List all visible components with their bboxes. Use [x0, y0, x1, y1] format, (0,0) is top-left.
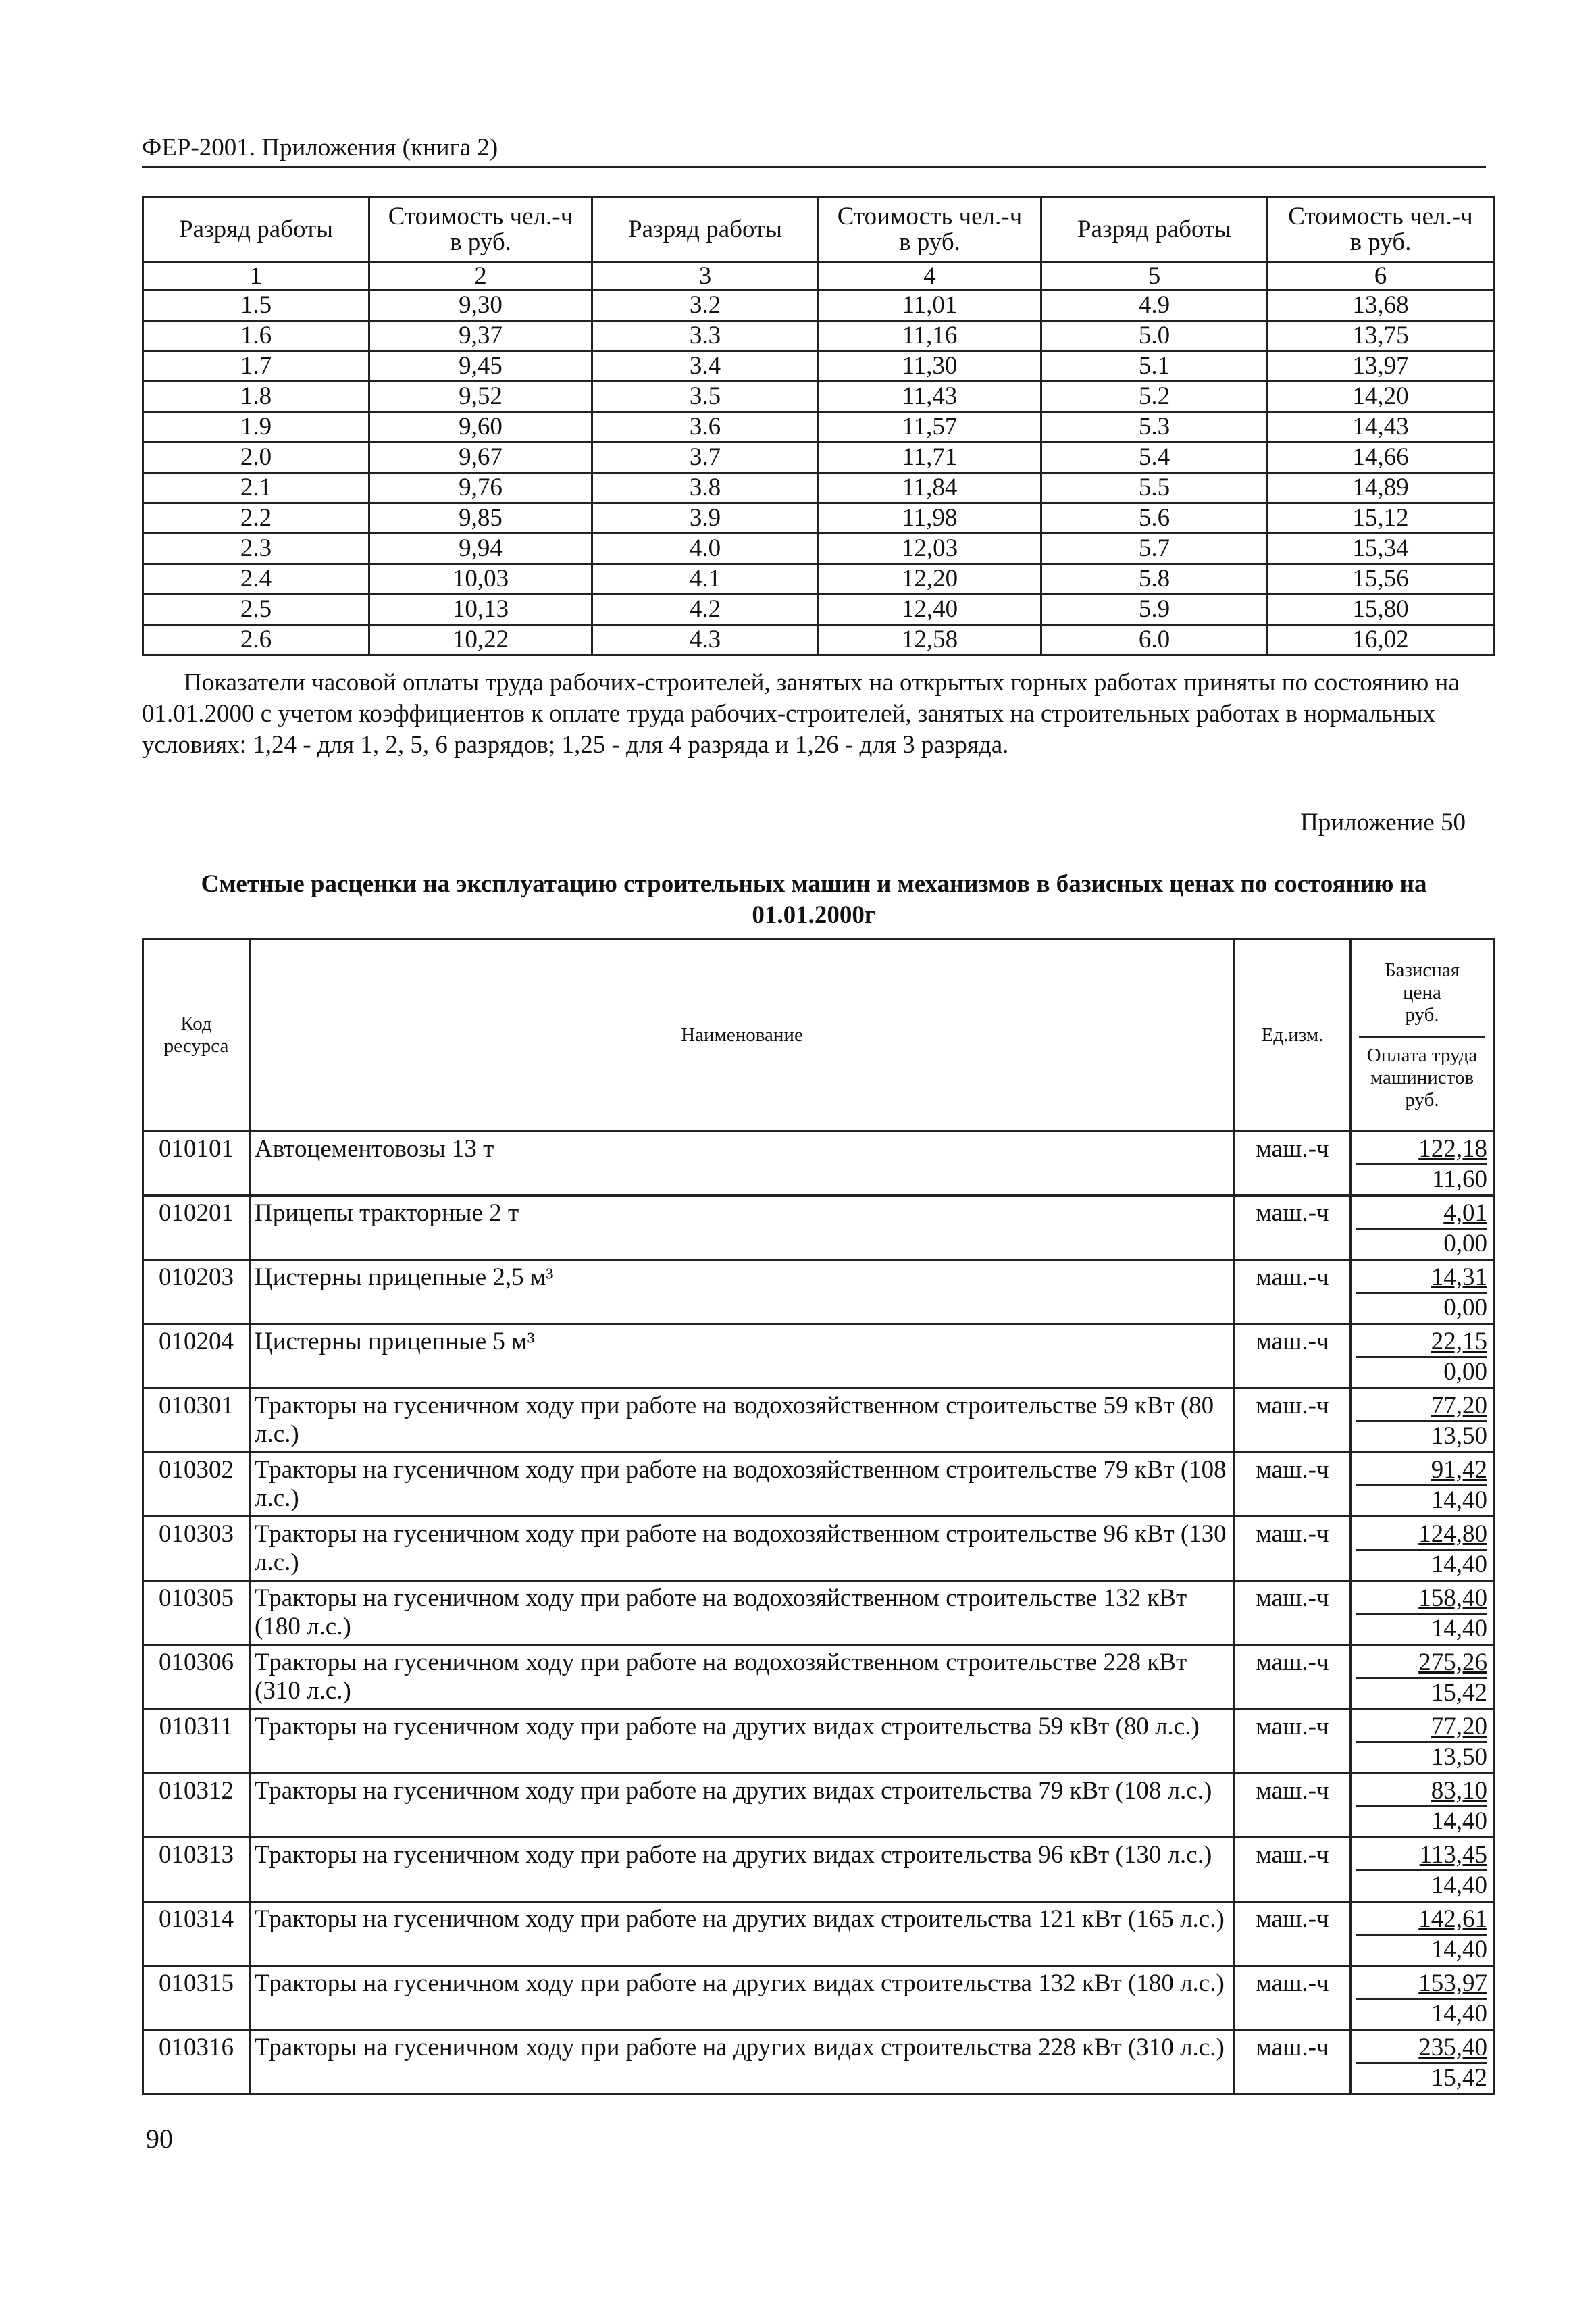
- table-row: [143, 321, 1494, 351]
- grade-cell: 5.7: [1041, 534, 1268, 564]
- header-basis-line1: Базисная: [1384, 959, 1460, 981]
- resource-code: 010313: [143, 1838, 250, 1902]
- price-cell: [1351, 1132, 1494, 1196]
- table-row: [143, 1709, 1494, 1774]
- table-row: [143, 503, 1494, 534]
- grade-cell: 3.3: [592, 321, 819, 351]
- grade-cell: 6.0: [1041, 625, 1268, 655]
- header-basis-line2: цена: [1403, 981, 1441, 1003]
- running-header: ФЕР-2001. Приложения (книга 2): [142, 132, 1486, 168]
- grade-cell: 2.5: [143, 595, 369, 625]
- header-price: [1351, 939, 1494, 1132]
- table-row: [143, 595, 1494, 625]
- header-basis-price: [1359, 959, 1485, 1038]
- resource-code: 010204: [143, 1324, 250, 1388]
- table-row: [143, 1132, 1494, 1196]
- wage-table-header-row: [143, 197, 1494, 263]
- operator-labor-cost: 14,40: [1431, 2000, 1487, 2028]
- basis-price: 275,26: [1356, 1649, 1487, 1679]
- table-row: [143, 625, 1494, 655]
- grade-cell: 4.2: [592, 595, 819, 625]
- grade-cell: 5.3: [1041, 412, 1268, 443]
- basis-price: 77,20: [1356, 1392, 1487, 1422]
- price-cell: [1351, 1645, 1494, 1709]
- cost-cell: 12,03: [819, 534, 1041, 564]
- operator-labor-cost: 15,42: [1431, 2064, 1487, 2092]
- grade-cell: 4.3: [592, 625, 819, 655]
- wage-header-line2: в руб.: [899, 228, 960, 256]
- grade-cell: 2.3: [143, 534, 369, 564]
- header-name: Наименование: [250, 939, 1235, 1132]
- basis-price: 77,20: [1356, 1713, 1487, 1743]
- cost-cell: 10,03: [369, 564, 592, 595]
- resource-name: Тракторы на гусеничном ходу при работе на других видах строительства 121 кВт (165 л.с.): [250, 1902, 1235, 1966]
- wage-header-line2: в руб.: [450, 228, 511, 256]
- wage-header-line1: Разряд работы: [179, 216, 333, 243]
- price-cell: [1351, 1838, 1494, 1902]
- grade-cell: 3.8: [592, 473, 819, 503]
- grade-cell: 1.8: [143, 382, 369, 412]
- column-number: 4: [819, 263, 1041, 291]
- grade-cell: 3.7: [592, 443, 819, 473]
- cost-cell: 11,30: [819, 351, 1041, 382]
- basis-price: 235,40: [1356, 2034, 1487, 2064]
- resource-code: 010306: [143, 1645, 250, 1709]
- cost-cell: 9,37: [369, 321, 592, 351]
- column-number: 6: [1268, 263, 1494, 291]
- cost-cell: 10,13: [369, 595, 592, 625]
- wage-rate-table: [142, 196, 1495, 656]
- page-number: 90: [146, 2123, 173, 2154]
- cost-cell: 14,43: [1268, 412, 1494, 443]
- table-row: [143, 1453, 1494, 1517]
- grade-cell: 4.1: [592, 564, 819, 595]
- price-cell: [1351, 1902, 1494, 1966]
- resource-name: Тракторы на гусеничном ходу при работе на водохозяйственном строительстве 132 кВт (180 л.с.): [250, 1581, 1235, 1645]
- cost-cell: 12,58: [819, 625, 1041, 655]
- grade-cell: 3.2: [592, 291, 819, 321]
- resource-code: 010311: [143, 1709, 250, 1774]
- cost-cell: 11,71: [819, 443, 1041, 473]
- cost-cell: 13,97: [1268, 351, 1494, 382]
- price-cell: [1351, 1966, 1494, 2030]
- basis-price: 158,40: [1356, 1584, 1487, 1615]
- cost-cell: 11,01: [819, 291, 1041, 321]
- price-cell: [1351, 1517, 1494, 1581]
- unit-of-measure: маш.-ч: [1235, 1581, 1351, 1645]
- cost-cell: 12,40: [819, 595, 1041, 625]
- grade-cell: 5.9: [1041, 595, 1268, 625]
- column-number: 1: [143, 263, 369, 291]
- table-row: [143, 1581, 1494, 1645]
- cost-cell: 15,12: [1268, 503, 1494, 534]
- wage-header-col-4: [819, 197, 1041, 263]
- resource-code: 010303: [143, 1517, 250, 1581]
- resource-name: Тракторы на гусеничном ходу при работе на водохозяйственном строительстве 59 кВт (80 л.с.): [250, 1388, 1235, 1453]
- column-number: 3: [592, 263, 819, 291]
- grade-cell: 4.0: [592, 534, 819, 564]
- cost-cell: 13,75: [1268, 321, 1494, 351]
- unit-of-measure: маш.-ч: [1235, 1196, 1351, 1260]
- table-row: [143, 2030, 1494, 2094]
- resource-code: 010312: [143, 1774, 250, 1838]
- table-row: [143, 1260, 1494, 1324]
- table-row: [143, 1388, 1494, 1453]
- unit-of-measure: маш.-ч: [1235, 1966, 1351, 2030]
- unit-of-measure: маш.-ч: [1235, 1517, 1351, 1581]
- grade-cell: 5.0: [1041, 321, 1268, 351]
- appendix-label: Приложение 50: [1300, 809, 1466, 836]
- operator-labor-cost: 14,40: [1431, 1936, 1487, 1963]
- unit-of-measure: маш.-ч: [1235, 1453, 1351, 1517]
- price-table-title: Сметные расценки на эксплуатацию строительных машин и механизмов в базисных ценах по состоянию на 01.01.2000г: [201, 870, 1427, 929]
- price-cell: [1351, 1260, 1494, 1324]
- wage-header-line1: Стоимость чел.-ч: [837, 203, 1023, 230]
- operator-labor-cost: 14,40: [1431, 1871, 1487, 1899]
- cost-cell: 14,20: [1268, 382, 1494, 412]
- header-labor-price: [1352, 1038, 1492, 1111]
- cost-cell: 14,66: [1268, 443, 1494, 473]
- basis-price: 142,61: [1356, 1905, 1487, 1936]
- operator-labor-cost: 14,40: [1431, 1486, 1487, 1514]
- cost-cell: 9,85: [369, 503, 592, 534]
- table-row: [143, 1324, 1494, 1388]
- resource-name: Тракторы на гусеничном ходу при работе на водохозяйственном строительстве 228 кВт (310 л.с.): [250, 1645, 1235, 1709]
- grade-cell: 5.8: [1041, 564, 1268, 595]
- header-code: [143, 939, 250, 1132]
- table-row: [143, 412, 1494, 443]
- wage-header-line1: Стоимость чел.-ч: [1288, 203, 1473, 230]
- grade-cell: 3.6: [592, 412, 819, 443]
- unit-of-measure: маш.-ч: [1235, 1132, 1351, 1196]
- grade-cell: 4.9: [1041, 291, 1268, 321]
- grade-cell: 5.6: [1041, 503, 1268, 534]
- table-row: [143, 534, 1494, 564]
- resource-code: 010315: [143, 1966, 250, 2030]
- table-row: [143, 1196, 1494, 1260]
- table-row: [143, 443, 1494, 473]
- wage-header-line1: Разряд работы: [628, 216, 782, 243]
- wage-header-col-6: [1268, 197, 1494, 263]
- cost-cell: 11,98: [819, 503, 1041, 534]
- unit-of-measure: маш.-ч: [1235, 1838, 1351, 1902]
- operator-labor-cost: 0,00: [1443, 1358, 1487, 1386]
- resource-code: 010316: [143, 2030, 250, 2094]
- cost-cell: 11,57: [819, 412, 1041, 443]
- unit-of-measure: маш.-ч: [1235, 1645, 1351, 1709]
- table-row: [143, 1774, 1494, 1838]
- grade-cell: 2.6: [143, 625, 369, 655]
- header-unit: Ед.изм.: [1235, 939, 1351, 1132]
- wage-header-col-5: [1041, 197, 1268, 263]
- grade-cell: 1.5: [143, 291, 369, 321]
- unit-of-measure: маш.-ч: [1235, 1709, 1351, 1774]
- grade-cell: 5.4: [1041, 443, 1268, 473]
- cost-cell: 9,76: [369, 473, 592, 503]
- cost-cell: 9,30: [369, 291, 592, 321]
- grade-cell: 1.6: [143, 321, 369, 351]
- header-basis-line3: руб.: [1405, 1003, 1439, 1026]
- price-cell: [1351, 1774, 1494, 1838]
- grade-cell: 3.9: [592, 503, 819, 534]
- cost-cell: 9,67: [369, 443, 592, 473]
- grade-cell: 5.5: [1041, 473, 1268, 503]
- resource-code: 010314: [143, 1902, 250, 1966]
- wage-table-note: Показатели часовой оплаты труда рабочих-строителей, занятых на открытых горных работах приняты по состоянию на 01.01.2000 с учетом коэффициентов к оплате труда рабочих-строителей, занятых на строительных работах в нормальных условиях: 1,24 - для 1, 2, 5, 6 разрядов; 1,25 - для 4 разряда и 1,26 - для 3 разряда.: [142, 669, 1460, 759]
- unit-of-measure: маш.-ч: [1235, 1774, 1351, 1838]
- cost-cell: 9,52: [369, 382, 592, 412]
- basis-price: 153,97: [1356, 1969, 1487, 2000]
- operator-labor-cost: 15,42: [1431, 1679, 1487, 1707]
- resource-name: Тракторы на гусеничном ходу при работе на других видах строительства 132 кВт (180 л.с.): [250, 1966, 1235, 2030]
- unit-of-measure: маш.-ч: [1235, 1902, 1351, 1966]
- column-number: 2: [369, 263, 592, 291]
- resource-name: Тракторы на гусеничном ходу при работе на других видах строительства 96 кВт (130 л.с.): [250, 1838, 1235, 1902]
- resource-code: 010301: [143, 1388, 250, 1453]
- price-table-body: [143, 1132, 1494, 2094]
- basis-price: 83,10: [1356, 1777, 1487, 1807]
- grade-cell: 2.2: [143, 503, 369, 534]
- column-number: 5: [1041, 263, 1268, 291]
- cost-cell: 11,84: [819, 473, 1041, 503]
- cost-cell: 12,20: [819, 564, 1041, 595]
- basis-price: 113,45: [1356, 1841, 1487, 1871]
- cost-cell: 11,16: [819, 321, 1041, 351]
- grade-cell: 3.4: [592, 351, 819, 382]
- table-row: [143, 382, 1494, 412]
- basis-price: 22,15: [1356, 1328, 1487, 1358]
- wage-table-body: [143, 263, 1494, 655]
- resource-name: Автоцементовозы 13 т: [250, 1132, 1235, 1196]
- cost-cell: 9,45: [369, 351, 592, 382]
- resource-code: 010203: [143, 1260, 250, 1324]
- resource-name: Цистерны прицепные 5 м³: [250, 1324, 1235, 1388]
- unit-of-measure: маш.-ч: [1235, 1324, 1351, 1388]
- unit-of-measure: маш.-ч: [1235, 2030, 1351, 2094]
- price-cell: [1351, 1581, 1494, 1645]
- basis-price: 122,18: [1356, 1135, 1487, 1165]
- price-cell: [1351, 1388, 1494, 1453]
- table-row: [143, 1902, 1494, 1966]
- wage-header-line1: Разряд работы: [1077, 216, 1231, 243]
- table-row: [143, 1645, 1494, 1709]
- resource-name: Прицепы тракторные 2 т: [250, 1196, 1235, 1260]
- basis-price: 4,01: [1356, 1199, 1487, 1230]
- grade-cell: 1.7: [143, 351, 369, 382]
- table-row: [143, 1517, 1494, 1581]
- machine-price-table: [142, 938, 1495, 2095]
- operator-labor-cost: 14,40: [1431, 1807, 1487, 1835]
- cost-cell: 15,56: [1268, 564, 1494, 595]
- price-table-header-row: [143, 939, 1494, 1132]
- wage-header-line1: Стоимость чел.-ч: [388, 203, 573, 230]
- resource-name: Тракторы на гусеничном ходу при работе на других видах строительства 59 кВт (80 л.с.): [250, 1709, 1235, 1774]
- price-cell: [1351, 2030, 1494, 2094]
- grade-cell: 2.1: [143, 473, 369, 503]
- cost-cell: 11,43: [819, 382, 1041, 412]
- cost-cell: 15,80: [1268, 595, 1494, 625]
- resource-code: 010302: [143, 1453, 250, 1517]
- table-row: [143, 1838, 1494, 1902]
- grade-cell: 2.4: [143, 564, 369, 595]
- table-row: [143, 291, 1494, 321]
- cost-cell: 13,68: [1268, 291, 1494, 321]
- basis-price: 124,80: [1356, 1520, 1487, 1551]
- cost-cell: 15,34: [1268, 534, 1494, 564]
- cost-cell: 9,60: [369, 412, 592, 443]
- resource-name: Тракторы на гусеничном ходу при работе на водохозяйственном строительстве 79 кВт (108 л.с.): [250, 1453, 1235, 1517]
- grade-cell: 1.9: [143, 412, 369, 443]
- header-labor-line1: Оплата труда: [1366, 1044, 1478, 1066]
- operator-labor-cost: 0,00: [1443, 1294, 1487, 1322]
- grade-cell: 5.2: [1041, 382, 1268, 412]
- resource-name: Цистерны прицепные 2,5 м³: [250, 1260, 1235, 1324]
- header-labor-line2: машинистов: [1370, 1066, 1474, 1088]
- resource-name: Тракторы на гусеничном ходу при работе на других видах строительства 228 кВт (310 л.с.): [250, 2030, 1235, 2094]
- table-row: [143, 473, 1494, 503]
- header-code-line1: Код: [180, 1013, 212, 1034]
- header-code-line2: ресурса: [163, 1035, 229, 1057]
- cost-cell: 14,89: [1268, 473, 1494, 503]
- cost-cell: 10,22: [369, 625, 592, 655]
- operator-labor-cost: 14,40: [1431, 1615, 1487, 1642]
- basis-price: 14,31: [1356, 1263, 1487, 1294]
- wage-header-col-1: [143, 197, 369, 263]
- price-cell: [1351, 1324, 1494, 1388]
- resource-name: Тракторы на гусеничном ходу при работе на водохозяйственном строительстве 96 кВт (130 л.с.): [250, 1517, 1235, 1581]
- resource-name: Тракторы на гусеничном ходу при работе на других видах строительства 79 кВт (108 л.с.): [250, 1774, 1235, 1838]
- table-row: [143, 351, 1494, 382]
- cost-cell: 16,02: [1268, 625, 1494, 655]
- price-cell: [1351, 1196, 1494, 1260]
- header-labor-line3: руб.: [1405, 1088, 1439, 1111]
- table-row: [143, 1966, 1494, 2030]
- resource-code: 010201: [143, 1196, 250, 1260]
- cost-cell: 9,94: [369, 534, 592, 564]
- grade-cell: 5.1: [1041, 351, 1268, 382]
- unit-of-measure: маш.-ч: [1235, 1388, 1351, 1453]
- price-cell: [1351, 1453, 1494, 1517]
- basis-price: 91,42: [1356, 1456, 1487, 1486]
- grade-cell: 3.5: [592, 382, 819, 412]
- resource-code: 010305: [143, 1581, 250, 1645]
- wage-header-col-2: [369, 197, 592, 263]
- operator-labor-cost: 13,50: [1431, 1422, 1487, 1450]
- resource-code: 010101: [143, 1132, 250, 1196]
- price-cell: [1351, 1709, 1494, 1774]
- operator-labor-cost: 11,60: [1432, 1165, 1487, 1193]
- unit-of-measure: маш.-ч: [1235, 1260, 1351, 1324]
- operator-labor-cost: 0,00: [1443, 1230, 1487, 1257]
- wage-header-col-3: [592, 197, 819, 263]
- wage-header-line2: в руб.: [1349, 228, 1412, 256]
- grade-cell: 2.0: [143, 443, 369, 473]
- wage-column-numbers-row: [143, 263, 1494, 291]
- table-row: [143, 564, 1494, 595]
- operator-labor-cost: 13,50: [1431, 1743, 1487, 1771]
- operator-labor-cost: 14,40: [1431, 1551, 1487, 1578]
